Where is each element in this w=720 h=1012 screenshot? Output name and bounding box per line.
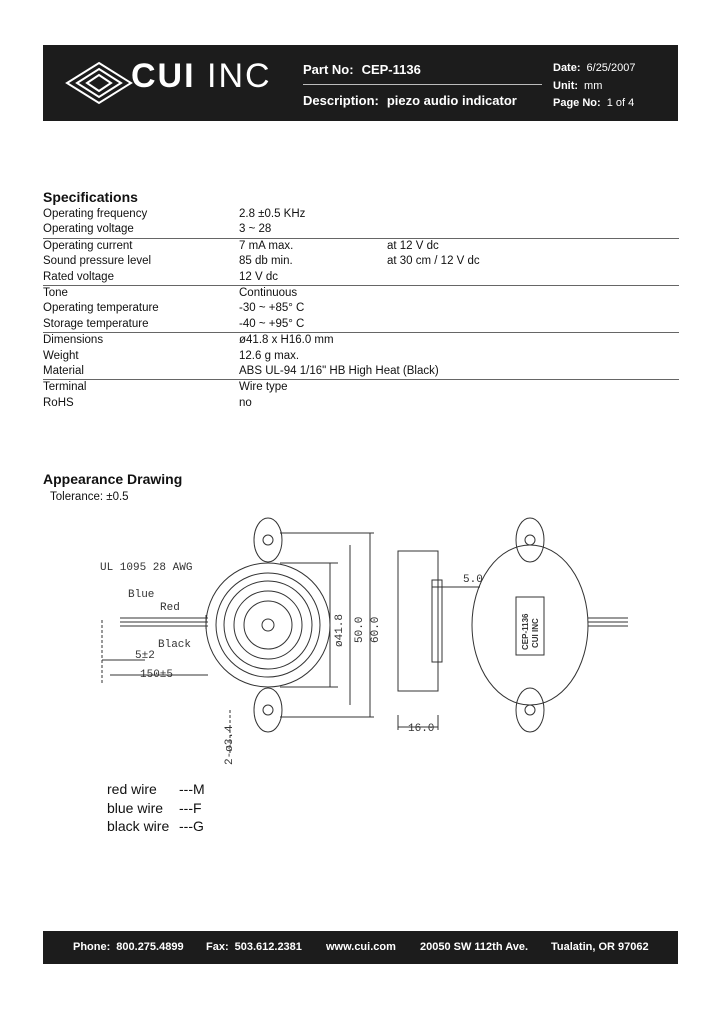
spec-label: Material [43, 364, 84, 377]
spec-label: Tone [43, 286, 68, 299]
spec-row [43, 317, 679, 333]
height-label: 16.0 [408, 723, 435, 735]
spec-label: Operating current [43, 239, 133, 252]
spec-value: ABS UL-94 1/16" HB High Heat (Black) [239, 364, 439, 377]
spec-row [43, 396, 679, 411]
spec-value: -30 ~ +85° C [239, 302, 305, 315]
spec-label: Weight [43, 349, 79, 362]
spec-value: 2.8 ±0.5 KHz [239, 208, 306, 220]
spec-value: 12.6 g max. [239, 349, 300, 362]
spec-value: -40 ~ +95° C [239, 317, 305, 330]
dia2-label: 50.0 [354, 616, 366, 643]
specifications-title: Specifications [43, 189, 138, 205]
date: Date: 6/25/2007 [553, 62, 636, 74]
strip-length-label: 5±2 [135, 650, 155, 662]
marking-part: CEP-1136 [521, 613, 530, 650]
spec-row [43, 380, 679, 395]
company-name: CUI INC [131, 57, 272, 95]
spec-row [43, 364, 679, 380]
spec-value: 7 mA max. [239, 239, 294, 252]
spec-value: no [239, 396, 252, 409]
red-wire-label: Red [160, 602, 180, 614]
back-view-body [472, 545, 588, 705]
document-header [43, 45, 678, 121]
lead-length-label: 150±5 [140, 669, 174, 681]
spec-label: Dimensions [43, 334, 104, 347]
spec-cond: at 30 cm / 12 V dc [387, 255, 480, 268]
footer-address: 20050 SW 112th Ave. [420, 941, 529, 953]
wire-code: ---M [179, 781, 205, 797]
spec-label: Sound pressure level [43, 255, 152, 268]
spec-row [43, 207, 679, 222]
wire-code: ---F [179, 799, 202, 816]
description: Description: piezo audio indicator [303, 93, 517, 108]
black-wire-label: Black [158, 639, 192, 651]
spec-value: Continuous [239, 286, 298, 299]
spec-row [43, 222, 679, 238]
spec-value: 85 db min. [239, 255, 293, 268]
spec-label: Operating frequency [43, 208, 148, 220]
spec-label: Operating voltage [43, 223, 134, 236]
footer-phone: Phone: 800.275.4899 [73, 941, 184, 953]
wire-spec-label: UL 1095 28 AWG [100, 562, 193, 574]
part-no: Part No: CEP-1136 [303, 62, 421, 77]
dia1-label: ø41.8 [334, 613, 346, 647]
spec-label: Terminal [43, 381, 87, 394]
page-number: Page No: 1 of 4 [553, 97, 635, 109]
spec-value: ø41.8 x H16.0 mm [239, 334, 334, 347]
wire-name: red wire [107, 781, 157, 797]
dia3-label: 60.0 [370, 616, 382, 643]
spec-label: Operating temperature [43, 302, 159, 315]
spec-row [43, 239, 679, 254]
footer-fax: Fax: 503.612.2381 [206, 941, 302, 953]
depth-label: 5.0 [463, 574, 483, 586]
spec-row [43, 286, 679, 301]
footer-website[interactable]: www.cui.com [326, 941, 396, 953]
spec-row [43, 301, 679, 316]
top-mount-lug [254, 518, 282, 562]
spec-row [43, 333, 679, 348]
spec-label: Rated voltage [43, 270, 114, 283]
spec-value: 3 ~ 28 [239, 223, 272, 236]
hole-label: 2-ø3.4 [224, 725, 236, 765]
wire-code: ---G [179, 818, 204, 834]
footer-city: Tualatin, OR 97062 [551, 941, 649, 953]
spec-cond: at 12 V dc [387, 239, 439, 252]
blue-wire-label: Blue [128, 589, 155, 601]
spec-label: Storage temperature [43, 317, 149, 330]
spec-value: 12 V dc [239, 270, 278, 283]
spec-label: RoHS [43, 396, 74, 409]
spec-row [43, 349, 679, 364]
wire-name: black wire [107, 818, 170, 834]
unit: Unit: mm [553, 80, 603, 92]
header-divider [303, 84, 542, 85]
specifications-table [43, 207, 679, 411]
wire-name: blue wire [107, 799, 164, 816]
bottom-mount-lug [254, 688, 282, 732]
document-footer [43, 931, 678, 964]
spec-row [43, 254, 679, 269]
buzzer-body-outline [206, 563, 330, 687]
tolerance-note: Tolerance: ±0.5 [50, 491, 129, 503]
appearance-title: Appearance Drawing [43, 471, 183, 487]
spec-value: Wire type [239, 381, 288, 394]
appearance-drawing [80, 505, 660, 775]
spec-row [43, 270, 679, 286]
marking-company: CUI INC [531, 618, 540, 648]
